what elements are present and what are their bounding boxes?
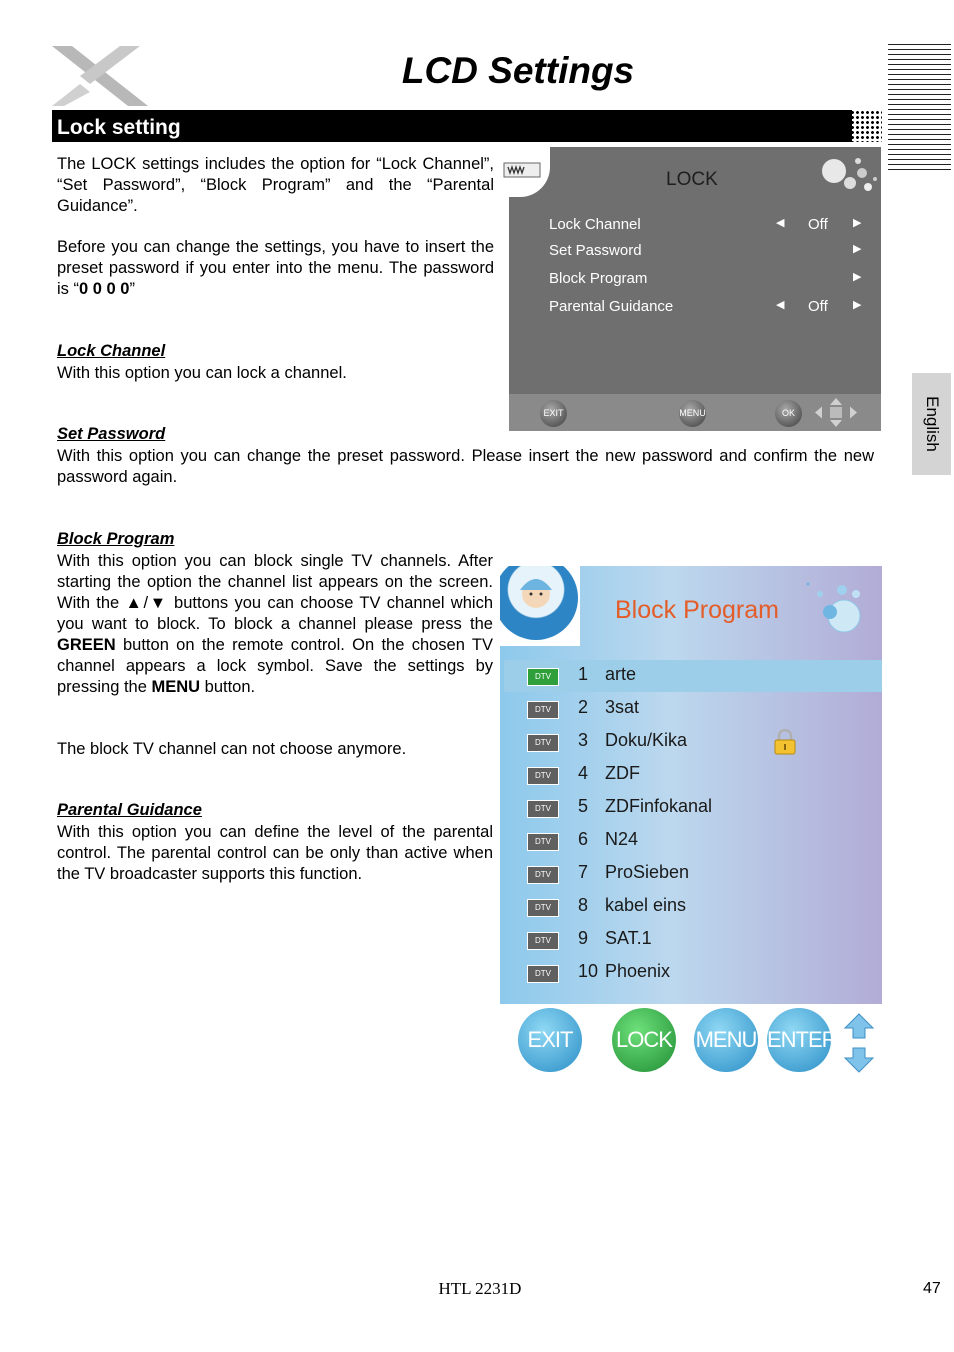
section-title: Lock setting xyxy=(57,116,181,139)
channel-name: Doku/Kika xyxy=(605,730,688,750)
exit-button[interactable]: EXIT xyxy=(518,1008,582,1072)
lock-menu-title: LOCK xyxy=(666,169,718,190)
dtv-tag: DTV xyxy=(527,965,559,983)
arrow-left-icon: ◀ xyxy=(776,217,785,229)
channel-number: 8 xyxy=(578,895,589,915)
block-program-note: The block TV channel can not choose anymore. xyxy=(57,740,407,758)
channel-name: ZDF xyxy=(605,763,640,783)
lock-row-set-password[interactable] xyxy=(549,239,869,263)
channel-name: arte xyxy=(605,664,637,684)
arrow-right-icon: ▶ xyxy=(853,243,862,255)
channel-name: 3sat xyxy=(605,697,640,717)
model-name: HTL 2231D xyxy=(438,1279,522,1298)
lock-row-value: Off xyxy=(808,216,828,233)
bubbles-decoration xyxy=(820,153,880,197)
dtv-tag: DTV xyxy=(527,767,559,785)
dtv-tag: DTV xyxy=(527,866,559,884)
intro-text-end: ” xyxy=(129,280,135,298)
intro-paragraph-1: The LOCK settings includes the option for “Lock Channel”, “Set Password”, “Block Program” and the “Parental Guidance”. xyxy=(57,155,494,215)
channel-number: 9 xyxy=(578,928,589,948)
channel-number: 2 xyxy=(578,697,589,717)
bubbles-decoration xyxy=(800,574,880,634)
language-tab xyxy=(912,373,951,475)
dtv-tag: DTV xyxy=(527,833,559,851)
lock-row-label: Parental Guidance xyxy=(549,298,674,315)
lock-row-value: Off xyxy=(808,298,828,315)
channel-name: ProSieben xyxy=(605,862,690,882)
block-program-text-2: button on the remote control. On the chosen TV channel appears a lock symbol. Save the settings by pressing the xyxy=(57,636,493,696)
lock-row-parental-guidance[interactable] xyxy=(549,295,869,319)
block-program-text-1: With this option you can block single TV channels. After starting the option the channel list appears on the screen. With the ▲/▼ buttons you can choose TV channel which you want to block. To block a channel please press the xyxy=(57,552,493,633)
channel-name: kabel eins xyxy=(605,895,687,915)
lock-row-label: Block Program xyxy=(549,270,648,287)
parental-guidance-heading: Parental Guidance xyxy=(57,801,202,819)
block-program-title: Block Program xyxy=(615,596,779,624)
dtv-tag: DTV xyxy=(527,899,559,917)
channel-number: 10 xyxy=(578,961,599,981)
green-button-text: GREEN xyxy=(57,636,116,654)
lock-channel-text: With this option you can lock a channel. xyxy=(57,364,347,382)
lock-menu-screen xyxy=(500,147,881,431)
section-bar-dots xyxy=(845,110,882,142)
language-tab-label: English xyxy=(922,396,942,452)
channel-name: SAT.1 xyxy=(605,928,652,948)
arrow-right-icon: ▶ xyxy=(853,271,862,283)
page-title: LCD Settings xyxy=(401,50,635,91)
navigation-arrows-icon xyxy=(811,396,861,429)
channel-number: 4 xyxy=(578,763,589,783)
lock-row-label: Set Password xyxy=(549,242,642,259)
channel-name: ZDFinfokanal xyxy=(605,796,713,816)
page-number: 47 xyxy=(923,1280,941,1297)
channel-number: 6 xyxy=(578,829,589,849)
dtv-tag: DTV xyxy=(527,932,559,950)
arrow-left-icon: ◀ xyxy=(776,299,785,311)
block-program-text-3: button. xyxy=(200,678,256,696)
lock-channel-heading: Lock Channel xyxy=(57,342,166,360)
dtv-tag: DTV xyxy=(527,701,559,719)
channel-name: N24 xyxy=(605,829,639,849)
lock-button[interactable]: LOCK xyxy=(612,1008,676,1072)
selected-row-highlight xyxy=(504,660,882,692)
intro-text: Before you can change the settings, you have to insert the preset password if you enter into the menu. The password is “ xyxy=(57,238,494,298)
channel-number: 7 xyxy=(578,862,589,882)
set-password-heading: Set Password xyxy=(57,425,166,443)
lock-icon xyxy=(773,729,797,755)
menu-button-text: MENU xyxy=(151,678,201,696)
ok-button[interactable]: OK xyxy=(775,400,802,427)
arrow-right-icon: ▶ xyxy=(853,299,862,311)
decorative-stripes xyxy=(888,44,951,174)
enter-button[interactable]: ENTER xyxy=(767,1008,831,1072)
lock-menu-icon xyxy=(500,147,550,197)
block-program-screen xyxy=(500,566,882,1078)
default-password: 0 0 0 0 xyxy=(79,280,130,298)
parental-guidance-text: With this option you can define the level of the parental control. The parental control can be only than active when the TV broadcaster supports this function. xyxy=(57,823,493,883)
exit-button[interactable]: EXIT xyxy=(540,400,567,427)
lock-row-block-program[interactable] xyxy=(549,267,869,291)
dtv-tag: DTV xyxy=(527,668,559,686)
channel-name: Phoenix xyxy=(605,961,671,981)
block-program-text xyxy=(57,551,493,698)
lock-row-label: Lock Channel xyxy=(549,216,641,233)
channel-number: 3 xyxy=(578,730,589,750)
up-down-arrows-icon[interactable] xyxy=(842,1012,876,1074)
menu-button[interactable]: MENU xyxy=(679,400,706,427)
intro-paragraph-2 xyxy=(57,237,494,300)
block-program-heading: Block Program xyxy=(57,530,175,548)
dtv-tag: DTV xyxy=(527,734,559,752)
menu-button[interactable]: MENU xyxy=(694,1008,758,1072)
arrow-right-icon: ▶ xyxy=(853,217,862,229)
lock-button-bar xyxy=(509,394,881,431)
lock-row-lock-channel[interactable] xyxy=(549,213,869,237)
channel-number: 1 xyxy=(578,664,589,684)
channel-number: 5 xyxy=(578,796,589,816)
set-password-text: With this option you can change the preset password. Please insert the new password and confirm the new password again. xyxy=(57,447,874,486)
dtv-tag: DTV xyxy=(527,800,559,818)
avatar-icon xyxy=(500,566,578,640)
